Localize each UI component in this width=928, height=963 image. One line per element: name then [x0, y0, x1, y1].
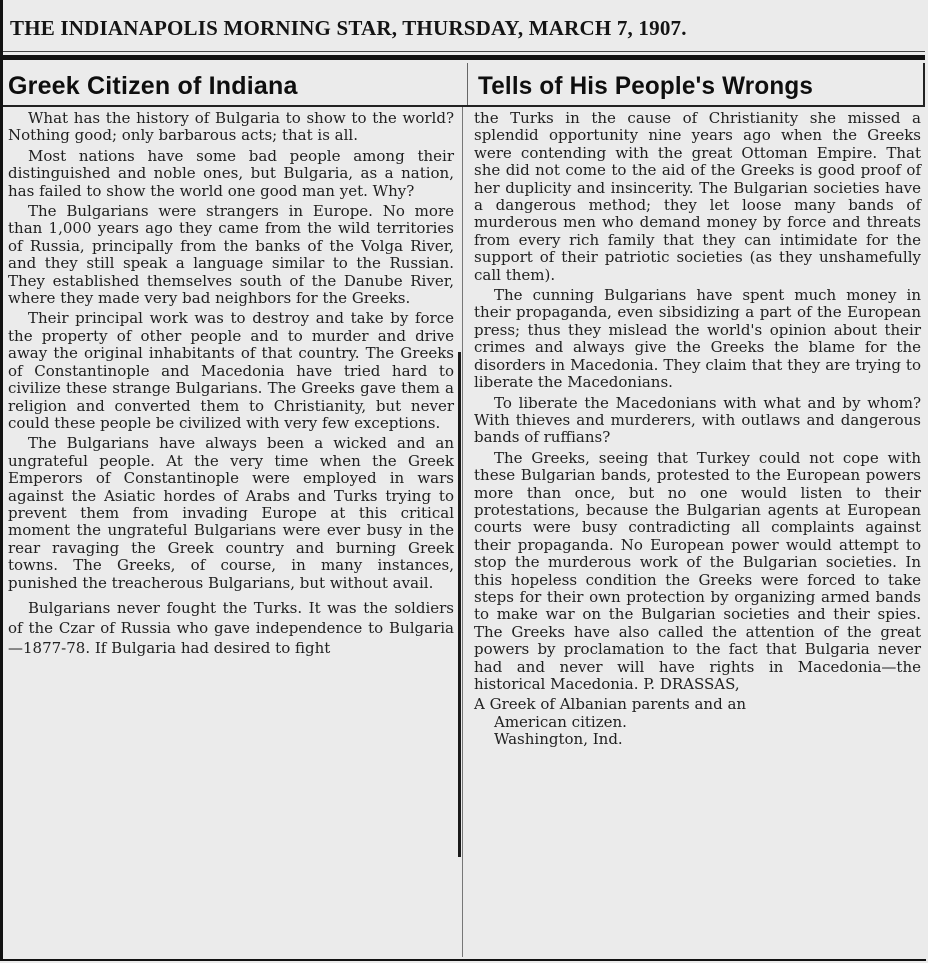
paragraph: The Greeks, seeing that Turkey could not cope with these Bulgarian bands, protested to the European powers more than once, but no one would listen to their protestations, because the Bulgarian agents at European courts were busy contradicting all complaints against their propaganda. No European power would attempt to stop the murderous work of the Bulgarian societies. In this hopeless condition the Greeks were forced to take steps for their own protection by organizing armed bands to make war on the Bulgarian societies and their spies. The Greeks have also called the attention of the great powers by proclamation to the fact that Bulgaria never had and never will have rights in Macedonia—the historical Macedonia. P. DRASSAS, — [474, 448, 921, 693]
signature-line: A Greek of Albanian parents and an — [474, 695, 747, 714]
paragraph: The cunning Bulgarians have spent much money in their propaganda, even sibsidizing a part of the European press; thus they mislead the world's opinion about their crimes and always give the Greeks the blame for the disorders in Macedonia. They claim that they are trying to liberate the Macedonians. — [474, 286, 921, 392]
paragraph: The Bulgarians were strangers in Europe. No more than 1,000 years ago they came from the wild territories of Russia, principally from the banks of the Volga River, and they still speak a language similar to the Russian. They established themselves south of the Danube River, where they made very bad neighbors for the Greeks. — [8, 202, 454, 308]
paragraph: Bulgarians never fought the Turks. It was the soldiers of the Czar of Russia who gave independence to Bulgaria—1877-78. If Bulgaria had desired to fight — [8, 598, 454, 657]
headline-divider — [467, 63, 468, 106]
column-divider-heavy — [458, 352, 461, 857]
paragraph: Most nations have some bad people among their distinguished and noble ones, but Bulgaria, as a nation, has failed to show the world one good man yet. Why? — [8, 146, 454, 200]
paragraph: The Bulgarians have always been a wicked and an ungrateful people. At the very time when the Greek Emperors of Constantinople were employed in wars against the Asiatic hordes of Arabs and Turks trying to prevent them from invading Europe at this critical moment the ungrateful Bulgarians were ever busy in the rear ravaging the Greek country and burning Greek towns. The Greeks, of course, in many instances, punished the treacherous Bulgarians, but without avail. — [8, 434, 454, 592]
paragraph: the Turks in the cause of Christianity she missed a splendid opportunity nine years ago when the Greeks were contending with the great Ottoman Empire. That she did not come to the aid of the Greeks is good proof of her duplicity and insincerity. The Bulgarian societies have a dangerous method; they let loose many bands of murderous men who demand money by force and threats from every rich family that they can intimidate for the support of their patriotic societies (as they unshamefully call them). — [474, 109, 921, 284]
signature-location: Washington, Ind. — [494, 730, 623, 749]
headline-rule — [3, 105, 925, 107]
masthead-rule-thin — [3, 51, 925, 52]
article-column-left — [8, 110, 454, 661]
masthead-rule-thick — [3, 55, 925, 60]
headline-right-border — [923, 63, 925, 107]
author-signature — [474, 696, 921, 748]
column-divider — [462, 107, 463, 957]
article-column-right — [474, 110, 921, 749]
headline-right: Tells of His People's Wrongs — [478, 72, 814, 100]
paragraph: To liberate the Macedonians with what and by whom? With thieves and murderers, with outlaws and dangerous bands of ruffians? — [474, 393, 921, 447]
paragraph: What has the history of Bulgaria to show to the world? Nothing good; only barbarous acts; that is all. — [8, 109, 454, 145]
paragraph: Their principal work was to destroy and take by force the property of other people and to murder and drive away the original inhabitants of that country. The Greeks of Constantinople and Macedonia have tried hard to civilize these strange Bulgarians. The Greeks gave them a religion and converted them to Christianity, but never could these people be civilized with very few exceptions. — [8, 309, 454, 432]
headline-left: Greek Citizen of Indiana — [8, 72, 298, 100]
newspaper-masthead: THE INDIANAPOLIS MORNING STAR, THURSDAY, MARCH 7, 1907. — [10, 16, 687, 40]
signature-line: American citizen. — [494, 712, 627, 731]
